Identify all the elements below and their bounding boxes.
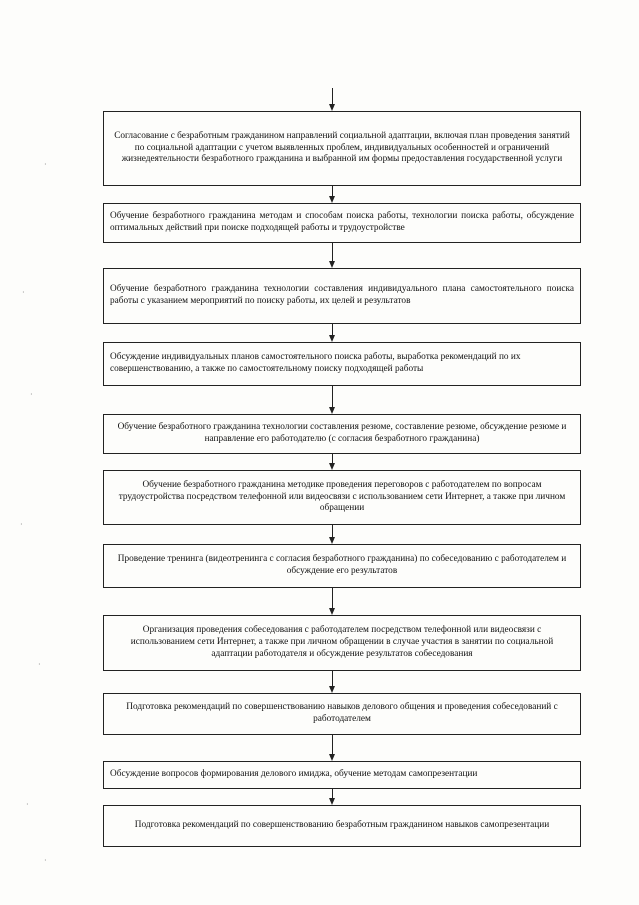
flow-step-8 bbox=[103, 615, 581, 671]
flow-step-9 bbox=[103, 693, 581, 735]
flow-step-text: Обсуждение индивидуальных планов самостоятельного поиска работы, выработка рекомендаций по их совершенствованию, а также по самостоятельному поиску подходящей работы bbox=[110, 352, 521, 374]
scan-speck: · bbox=[30, 390, 33, 399]
flow-step-text: Обучение безработного гражданина технологии составления индивидуального плана самостоятельного поиска работы с указанием мероприятий по поиску работы, их целей и результатов bbox=[110, 284, 574, 306]
flow-step-text: Согласование с безработным гражданином направлений социальной адаптации, включая план проведения занятий по социальной адаптации с учетом выявленных проблем, индивидуальных особенностей и ограничений жизнедеятельности безработного гражданина и выбранной им формы предоставления государственной услуги bbox=[114, 130, 570, 165]
flow-step-2 bbox=[103, 203, 581, 243]
flow-step-11 bbox=[103, 805, 581, 847]
flow-step-text: Организация проведения собеседования с работодателем посредством телефонной или видеосвязи с использованием сети Интернет, а также при личном обращении в случае участия в занятии по социальной адаптации работодателя и обсуждение результатов собеседования bbox=[130, 625, 554, 659]
scan-speck: · bbox=[44, 160, 47, 169]
flow-step-text: Обучение безработного гражданина методам и способам поиска работы, технологии поиска работы, обсуждение оптимальных действий при поиске подходящей работы и трудоустройстве bbox=[110, 211, 574, 233]
flow-step-10 bbox=[103, 761, 581, 789]
scan-speck: · bbox=[44, 856, 47, 865]
scan-speck: · bbox=[22, 288, 25, 297]
flow-step-text: Подготовка рекомендаций по совершенствованию безработным гражданином навыков самопрезентации bbox=[134, 820, 550, 831]
flow-step-text: Подготовка рекомендаций по совершенствованию навыков делового общения и проведения собеседований с работодателем bbox=[126, 702, 558, 724]
flow-step-7 bbox=[103, 544, 581, 588]
flow-step-4 bbox=[103, 342, 581, 386]
scan-speck: · bbox=[38, 660, 41, 669]
scan-speck: · bbox=[20, 520, 23, 529]
flow-step-text: Обучение безработного гражданина технологии составления резюме, составление резюме, обсуждение резюме и направление его работодателю (с согласия безработного гражданина) bbox=[117, 422, 567, 444]
flow-step-text: Проведение тренинга (видеотренинга с согласия безработного гражданина) по собеседованию с работодателем и обсуждение его результатов bbox=[117, 554, 567, 576]
flow-step-text: Обсуждение вопросов формирования делового имиджа, обучение методам самопрезентации bbox=[110, 769, 478, 780]
scan-speck: · bbox=[26, 800, 29, 809]
flow-step-5 bbox=[103, 414, 581, 454]
flow-step-text: Обучение безработного гражданина методике проведения переговоров с работодателем по вопросам трудоустройства посредством телефонной или видеосвязи с использованием сети Интернет, а также при личном обращении bbox=[118, 479, 566, 514]
flow-step-1 bbox=[103, 111, 581, 186]
flow-step-6 bbox=[103, 470, 581, 525]
flow-step-3 bbox=[103, 268, 581, 324]
